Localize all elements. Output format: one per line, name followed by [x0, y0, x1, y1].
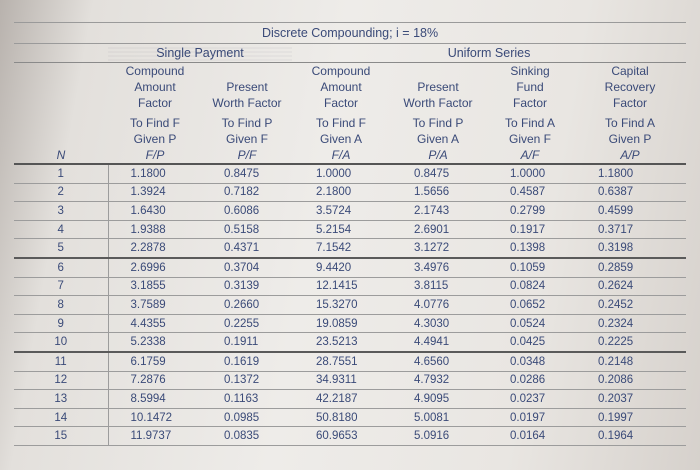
- factor-cell: 3.8115: [390, 277, 486, 296]
- column-given-label: Given F: [508, 132, 551, 146]
- factor-cell: 0.8475: [390, 164, 486, 183]
- factor-cell: 1.9388: [108, 220, 202, 239]
- period-cell: 7: [14, 277, 108, 296]
- column-symbol: P/A: [428, 148, 448, 162]
- column-name-line: Worth Factor: [403, 96, 473, 110]
- factor-cell: 7.1542: [292, 239, 390, 258]
- factor-cell: 0.1917: [486, 220, 574, 239]
- period-cell: 8: [14, 296, 108, 315]
- factor-cell: 0.4587: [486, 183, 574, 202]
- table-title: Discrete Compounding; i = 18%: [14, 23, 686, 44]
- factor-cell: 0.1911: [202, 333, 292, 352]
- factor-cell: 0.3717: [574, 220, 686, 239]
- factor-cell: 2.1800: [292, 183, 390, 202]
- table-row: [14, 371, 686, 390]
- period-cell: 4: [14, 220, 108, 239]
- table-row: [14, 427, 686, 446]
- factor-cell: 0.1619: [202, 352, 292, 371]
- column-find-label: To Find A: [605, 116, 656, 130]
- factor-cell: 50.8180: [292, 408, 390, 427]
- factor-cell: 9.4420: [292, 258, 390, 277]
- factor-cell: 0.2660: [202, 296, 292, 315]
- factor-cell: 0.2225: [574, 333, 686, 352]
- factor-cell: 42.2187: [292, 390, 390, 409]
- factor-cell: 0.0985: [202, 408, 292, 427]
- column-header-a-f: [486, 63, 574, 165]
- factor-cell: 0.4371: [202, 239, 292, 258]
- factor-cell: 11.9737: [108, 427, 202, 446]
- factor-cell: 8.5994: [108, 390, 202, 409]
- column-name-line: Present: [417, 80, 459, 94]
- factor-cell: 23.5213: [292, 333, 390, 352]
- period-cell: 3: [14, 202, 108, 221]
- factor-cell: 0.7182: [202, 183, 292, 202]
- factor-cell: 0.2086: [574, 371, 686, 390]
- factor-cell: 0.3139: [202, 277, 292, 296]
- factor-cell: 0.6086: [202, 202, 292, 221]
- column-given-label: Given A: [319, 132, 363, 146]
- table-row: [14, 164, 686, 183]
- column-symbol: A/P: [620, 148, 640, 162]
- factor-cell: 0.4599: [574, 202, 686, 221]
- factor-cell: 0.0164: [486, 427, 574, 446]
- factor-cell: 1.1800: [574, 164, 686, 183]
- factor-cell: 0.0524: [486, 314, 574, 333]
- table-row: [14, 220, 686, 239]
- factor-cell: 19.0859: [292, 314, 390, 333]
- factor-cell: 6.1759: [108, 352, 202, 371]
- factor-cell: 2.6901: [390, 220, 486, 239]
- column-name-line: Amount: [320, 80, 362, 94]
- column-name-line: Factor: [137, 96, 172, 110]
- factor-cell: 0.2624: [574, 277, 686, 296]
- factor-cell: 4.4355: [108, 314, 202, 333]
- factor-cell: 0.0197: [486, 408, 574, 427]
- period-cell: 1: [14, 164, 108, 183]
- factor-cell: 0.2799: [486, 202, 574, 221]
- factor-cell: 0.0286: [486, 371, 574, 390]
- period-cell: 9: [14, 314, 108, 333]
- factor-cell: 5.2154: [292, 220, 390, 239]
- factor-cell: 4.0776: [390, 296, 486, 315]
- period-cell: 10: [14, 333, 108, 352]
- factor-cell: 34.9311: [292, 371, 390, 390]
- factor-cell: 3.5724: [292, 202, 390, 221]
- factor-cell: 0.1398: [486, 239, 574, 258]
- column-given-label: Given A: [416, 132, 460, 146]
- factor-cell: 2.1743: [390, 202, 486, 221]
- table-row: [14, 390, 686, 409]
- factor-cell: 0.2859: [574, 258, 686, 277]
- column-name-line: [202, 63, 292, 79]
- column-header-f-p: [108, 63, 202, 165]
- factor-cell: 0.1372: [202, 371, 292, 390]
- column-symbol: F/A: [331, 148, 351, 162]
- column-name-line: Factor: [323, 96, 358, 110]
- column-find-label: To Find A: [504, 116, 556, 130]
- n-column-header: N: [14, 63, 108, 165]
- uniform-series-group-header: Uniform Series: [292, 44, 686, 63]
- factor-cell: 3.4976: [390, 258, 486, 277]
- column-name-line: Amount: [134, 80, 176, 94]
- column-find-label: To Find F: [315, 116, 366, 130]
- factor-cell: 3.1855: [108, 277, 202, 296]
- period-cell: 6: [14, 258, 108, 277]
- factor-cell: 5.2338: [108, 333, 202, 352]
- factor-cell: 0.0835: [202, 427, 292, 446]
- column-find-label: To Find P: [412, 116, 464, 130]
- factor-cell: 0.0425: [486, 333, 574, 352]
- factor-cell: 2.2878: [108, 239, 202, 258]
- factor-cell: 7.2876: [108, 371, 202, 390]
- factor-cell: 4.9095: [390, 390, 486, 409]
- column-header-a-p: [574, 63, 686, 165]
- column-header-p-f: [202, 63, 292, 165]
- column-name-line: Present: [226, 80, 268, 94]
- period-cell: 13: [14, 390, 108, 409]
- period-cell: 2: [14, 183, 108, 202]
- period-cell: 15: [14, 427, 108, 446]
- table-row: [14, 277, 686, 296]
- factor-cell: 0.3198: [574, 239, 686, 258]
- factor-cell: 1.0000: [486, 164, 574, 183]
- factor-cell: 0.6387: [574, 183, 686, 202]
- factor-cell: 0.2255: [202, 314, 292, 333]
- factor-cell: 10.1472: [108, 408, 202, 427]
- column-find-label: To Find F: [129, 116, 180, 130]
- factor-cell: 0.2037: [574, 390, 686, 409]
- factor-cell: 4.6560: [390, 352, 486, 371]
- column-name-line: Worth Factor: [212, 96, 282, 110]
- column-symbol: F/P: [145, 148, 165, 162]
- factor-cell: 0.0237: [486, 390, 574, 409]
- table-row: [14, 408, 686, 427]
- column-name-line: [390, 63, 486, 79]
- table-row: [14, 239, 686, 258]
- factor-cell: 1.1800: [108, 164, 202, 183]
- column-header-p-a: [390, 63, 486, 165]
- factor-cell: 5.0916: [390, 427, 486, 446]
- column-name-line: Factor: [512, 96, 547, 110]
- column-given-label: Given P: [608, 132, 652, 146]
- factor-cell: 3.7589: [108, 296, 202, 315]
- factor-cell: 2.6996: [108, 258, 202, 277]
- column-name-line: Fund: [516, 80, 544, 94]
- column-name-line: Sinking: [510, 64, 550, 78]
- factor-cell: 0.2324: [574, 314, 686, 333]
- column-symbol: P/F: [237, 148, 257, 162]
- factor-cell: 12.1415: [292, 277, 390, 296]
- period-cell: 12: [14, 371, 108, 390]
- factor-cell: 1.5656: [390, 183, 486, 202]
- factor-cell: 60.9653: [292, 427, 390, 446]
- table-body: [14, 164, 686, 445]
- table-row: [14, 314, 686, 333]
- column-name-line: Recovery: [604, 80, 656, 94]
- factor-cell: 3.1272: [390, 239, 486, 258]
- factor-cell: 0.1964: [574, 427, 686, 446]
- column-header-f-a: [292, 63, 390, 165]
- column-given-label: Given F: [225, 132, 268, 146]
- factor-cell: 0.0652: [486, 296, 574, 315]
- table-row: [14, 183, 686, 202]
- factor-cell: 0.2452: [574, 296, 686, 315]
- factor-cell: 0.5158: [202, 220, 292, 239]
- table-row: [14, 258, 686, 277]
- factor-cell: 28.7551: [292, 352, 390, 371]
- table-row: [14, 296, 686, 315]
- factor-cell: 0.2148: [574, 352, 686, 371]
- factor-cell: 0.8475: [202, 164, 292, 183]
- factor-cell: 4.7932: [390, 371, 486, 390]
- table-row: [14, 333, 686, 352]
- column-symbol: A/F: [520, 148, 540, 162]
- factor-cell: 4.3030: [390, 314, 486, 333]
- single-payment-group-header: Single Payment: [108, 44, 292, 63]
- factor-cell: 0.0348: [486, 352, 574, 371]
- period-cell: 5: [14, 239, 108, 258]
- column-name-line: Compound: [311, 64, 371, 78]
- column-find-label: To Find P: [221, 116, 273, 130]
- factor-cell: 5.0081: [390, 408, 486, 427]
- factor-cell: 0.3704: [202, 258, 292, 277]
- table-row: [14, 202, 686, 221]
- factor-cell: 1.6430: [108, 202, 202, 221]
- period-cell: 14: [14, 408, 108, 427]
- factor-cell: 4.4941: [390, 333, 486, 352]
- table-row: [14, 352, 686, 371]
- factor-cell: 1.0000: [292, 164, 390, 183]
- factor-cell: 0.1059: [486, 258, 574, 277]
- column-given-label: Given P: [133, 132, 177, 146]
- factor-cell: 0.1997: [574, 408, 686, 427]
- factor-cell: 15.3270: [292, 296, 390, 315]
- factor-cell: 0.1163: [202, 390, 292, 409]
- factor-cell: 0.0824: [486, 277, 574, 296]
- period-cell: 11: [14, 352, 108, 371]
- column-name-line: Capital: [611, 64, 649, 78]
- column-name-line: Compound: [125, 64, 185, 78]
- column-name-line: Factor: [613, 96, 648, 110]
- interest-factor-table: [14, 22, 686, 446]
- factor-cell: 1.3924: [108, 183, 202, 202]
